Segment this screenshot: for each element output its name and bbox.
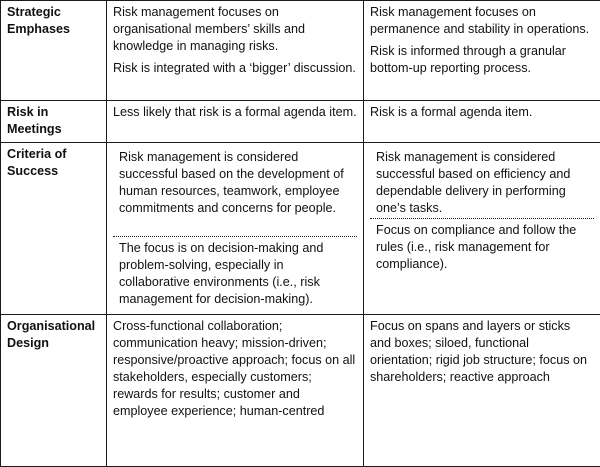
cell-segment-lower <box>113 237 357 311</box>
cell-segment-upper <box>370 146 594 219</box>
cell-paragraph: Risk management is considered successful based on efficiency and dependable delivery in performing one’s tasks. <box>376 149 588 217</box>
cell-segment-lower <box>370 219 594 276</box>
row-header-criteria-of-success: Criteria of Success <box>1 143 107 315</box>
table-row-organisational-design <box>1 315 600 467</box>
cell-risk-in-meetings-col1 <box>107 101 364 143</box>
cell-segment-upper <box>113 146 357 237</box>
cell-risk-in-meetings-col2 <box>364 101 600 143</box>
cell-paragraph: The focus is on decision-making and problem-solving, especially in collaborative environments (i.e., risk management for decision-making). <box>119 240 351 308</box>
cell-paragraph: Risk management focuses on permanence and stability in operations. <box>370 4 594 38</box>
cell-paragraph: Risk is informed through a granular bottom-up reporting process. <box>370 43 594 77</box>
table-row-strategic-emphases <box>1 1 600 101</box>
cell-strategic-emphases-col1 <box>107 1 364 101</box>
cell-organisational-design-col2 <box>364 315 600 467</box>
cell-paragraph: Cross-functional collaboration; communication heavy; mission-driven; responsive/proactive approach; focus on all stakeholders, especially customers; rewards for results; customer and employee experience; human-centred <box>113 318 357 420</box>
cell-criteria-of-success-col1 <box>107 143 364 315</box>
cell-strategic-emphases-col2 <box>364 1 600 101</box>
row-header-organisational-design: Organisational Design <box>1 315 107 467</box>
cell-paragraph: Focus on compliance and follow the rules (i.e., risk management for compliance). <box>376 222 588 273</box>
row-header-strategic-emphases: Strategic Emphases <box>1 1 107 101</box>
cell-paragraph: Risk is a formal agenda item. <box>370 104 594 121</box>
cell-organisational-design-col1 <box>107 315 364 467</box>
cell-paragraph: Risk management is considered successful based on the development of human resources, teamwork, employee commitments and concerns for people. <box>119 149 351 217</box>
table-row-risk-in-meetings <box>1 101 600 143</box>
cell-paragraph: Focus on spans and layers or sticks and boxes; siloed, functional orientation; rigid job structure; focus on shareholders; reactive approach <box>370 318 594 386</box>
table-row-criteria-of-success <box>1 143 600 315</box>
cell-paragraph: Risk management focuses on organisational members’ skills and knowledge in managing risks. <box>113 4 357 55</box>
cell-paragraph: Less likely that risk is a formal agenda item. <box>113 104 357 121</box>
row-header-risk-in-meetings: Risk in Meetings <box>1 101 107 143</box>
cell-criteria-of-success-col2 <box>364 143 600 315</box>
cell-paragraph: Risk is integrated with a ‘bigger’ discussion. <box>113 60 357 77</box>
